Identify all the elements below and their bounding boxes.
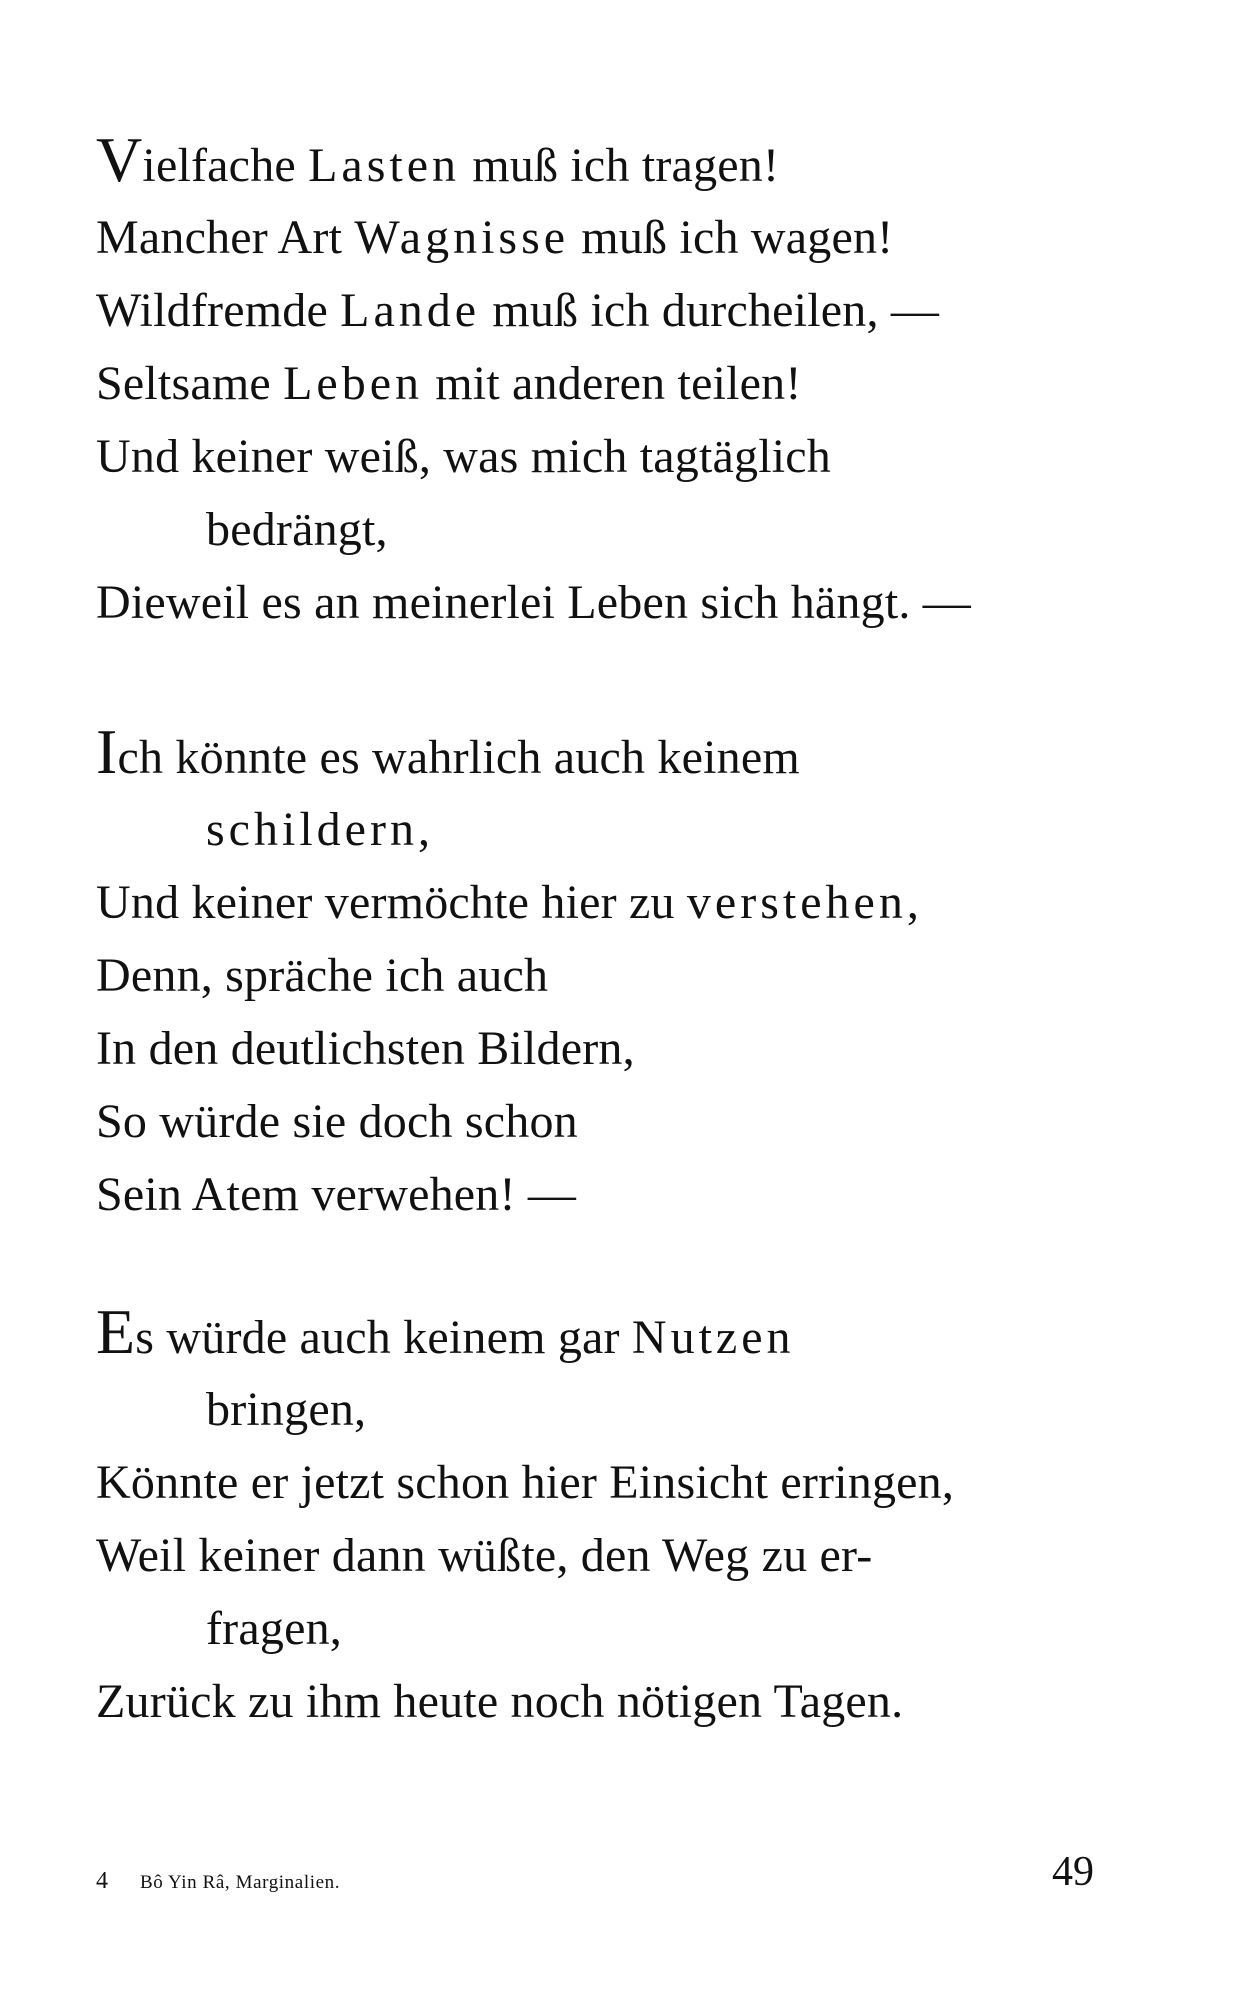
line-text-rest: mit anderen teilen! [423, 357, 802, 410]
poem-line [96, 793, 1136, 866]
line-text: In den deutlichsten Bildern, [96, 1022, 635, 1075]
stanza-3 [96, 1296, 1136, 1738]
line-text: Mancher Art [96, 211, 355, 264]
spaced-word: Lande [340, 284, 481, 337]
poem-line [96, 1373, 1136, 1446]
poem-line [96, 1158, 1136, 1231]
line-text: s würde auch keinem gar [135, 1311, 632, 1364]
line-text: bedrängt, [206, 503, 388, 556]
spaced-word: Leben [283, 357, 424, 410]
poem-line [96, 866, 1136, 939]
poem-line [96, 347, 1136, 420]
spaced-word: schildern [206, 803, 418, 856]
poem-line [96, 1519, 1136, 1592]
line-text: Denn, spräche ich auch [96, 949, 549, 1002]
poem-line [96, 939, 1136, 1012]
line-text-rest: , [417, 803, 431, 856]
line-text: Sein Atem verwehen! — [96, 1168, 577, 1221]
line-text: bringen, [206, 1383, 367, 1436]
stanza-1 [96, 124, 1136, 639]
spaced-word: Lasten [308, 139, 461, 192]
line-text: Könnte er jetzt schon hier Einsicht erringen, [96, 1456, 955, 1509]
poem-line [96, 566, 1136, 639]
spaced-word: Wagnisse [354, 211, 570, 264]
signature-title: Bô Yin Râ, Marginalien. [139, 1872, 341, 1893]
line-text: Wildfremde [96, 284, 341, 337]
poem-line [96, 201, 1136, 274]
line-text: Zurück zu ihm heute noch nötigen Tagen. [96, 1675, 904, 1728]
poem-line [96, 1446, 1136, 1519]
signature-number: 4 [96, 1868, 109, 1894]
line-text-rest: muß ich wagen! [569, 211, 894, 264]
poem-line [96, 1085, 1136, 1158]
line-text-rest: muß ich durcheilen, — [480, 284, 940, 337]
stanza-2 [96, 716, 1136, 1231]
line-text-rest: , [906, 876, 920, 929]
poem-line [96, 493, 1136, 566]
poem-line [96, 1592, 1136, 1665]
poem-line [96, 420, 1136, 493]
line-text: So würde sie doch schon [96, 1095, 578, 1148]
line-text: Und keiner weiß, was mich tagtäglich [96, 430, 831, 483]
drop-cap: E [96, 1296, 136, 1367]
poem-line [96, 274, 1136, 347]
line-text: Dieweil es an meinerlei Leben sich hängt. — [96, 576, 971, 629]
poem-line [96, 1296, 1136, 1373]
poem-line [96, 716, 1136, 793]
spaced-word: verstehen [686, 876, 907, 929]
line-text: Weil keiner dann wüßte, den Weg zu er- [96, 1529, 873, 1582]
line-text: Seltsame [96, 357, 284, 410]
printer-signature [96, 1868, 340, 1895]
line-text: ielfache [142, 139, 309, 192]
poem-line [96, 1012, 1136, 1085]
drop-cap: I [96, 716, 118, 787]
page-number: 49 [1052, 1849, 1094, 1895]
drop-cap: V [96, 124, 143, 195]
line-text-rest: muß ich tragen! [460, 139, 780, 192]
spaced-word: Nutzen [631, 1311, 795, 1364]
poem-line [96, 124, 1136, 201]
line-text: Und keiner vermöchte hier zu [96, 876, 687, 929]
line-text: fragen, [206, 1602, 342, 1655]
line-text: ch könnte es wahrlich auch keinem [117, 731, 800, 784]
poem-line [96, 1665, 1136, 1738]
